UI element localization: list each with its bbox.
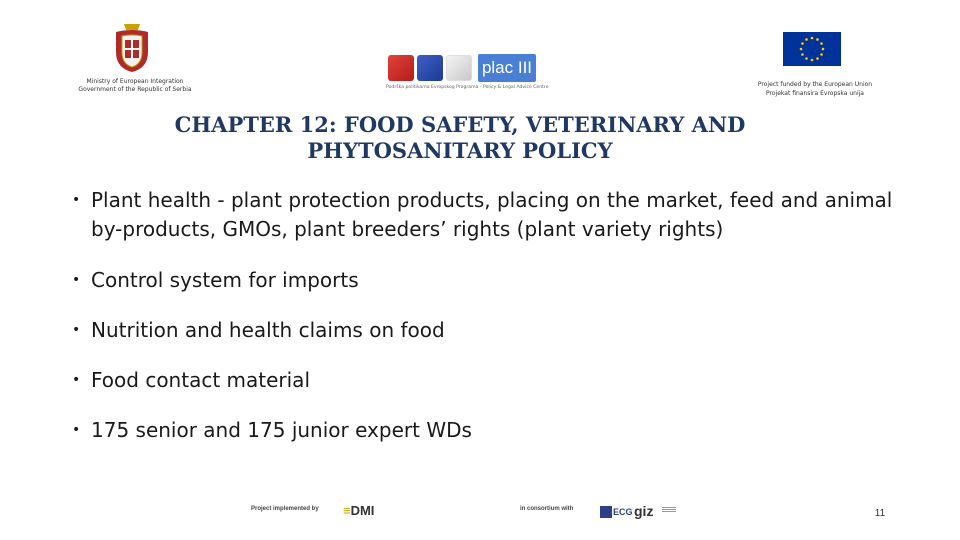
serbia-coat-of-arms-icon <box>112 22 152 74</box>
bullet-dot: • <box>72 422 81 438</box>
eu-line-2: Projekat finansira Evropska unija <box>766 90 864 97</box>
giz-logo: giz <box>634 503 654 519</box>
plac-logo <box>386 52 549 96</box>
bullet-list <box>70 186 910 445</box>
bullet-text: Plant health - plant protection products, placing on the market, feed and animal by-products, GMOs, plant breeders’ rights (plant variety rights) <box>91 188 893 241</box>
bullet-text: Nutrition and health claims on food <box>91 318 445 342</box>
plac-logo-grey-square <box>446 55 472 81</box>
bullet-item <box>70 316 910 345</box>
dmi-logo <box>343 503 374 518</box>
slide-title-line-2: PHYTOSANITARY POLICY <box>307 138 613 163</box>
eu-star-icon <box>800 48 803 51</box>
bullet-dot: • <box>72 192 81 208</box>
ecg-logo-mark <box>600 506 612 518</box>
eu-star-icon <box>811 37 814 40</box>
eu-star-icon <box>811 59 814 62</box>
eu-star-icon <box>822 48 825 51</box>
plac-logo-text: plac III <box>478 54 536 82</box>
bullet-dot: • <box>72 272 81 288</box>
eu-star-icon <box>801 53 804 56</box>
slide-title <box>100 112 820 164</box>
ecg-logo <box>600 506 633 518</box>
plac-logo-red-square <box>388 55 414 81</box>
giz-subtext-lines <box>662 507 676 515</box>
eu-star-icon <box>805 38 808 41</box>
page-number: 11 <box>874 508 886 519</box>
plac-logo-blue-square <box>417 55 443 81</box>
eu-star-icon <box>816 38 819 41</box>
eu-star-icon <box>820 42 823 45</box>
eu-star-icon <box>820 53 823 56</box>
eu-line-1: Project funded by the European Union <box>757 81 873 88</box>
bullet-item <box>70 416 910 445</box>
ecg-logo-text: ECG <box>613 507 633 517</box>
eu-funding-caption <box>740 80 890 98</box>
implemented-by-label: Project implemented by <box>251 506 319 512</box>
ministry-caption <box>60 78 210 94</box>
bullet-dot: • <box>72 372 81 388</box>
bullet-text: 175 senior and 175 junior expert WDs <box>91 418 472 442</box>
ministry-line-2: Government of the Republic of Serbia <box>78 86 192 93</box>
bullet-dot: • <box>72 322 81 338</box>
ministry-line-1: Ministry of European Integration <box>86 78 184 85</box>
bullet-text: Food contact material <box>91 368 310 392</box>
eu-star-icon <box>801 42 804 45</box>
bullet-text: Control system for imports <box>91 268 359 292</box>
dmi-logo-mark: ≡ <box>343 503 351 518</box>
consortium-label: in consortium with <box>520 506 574 512</box>
plac-tagline: Podrška politikama Evropskog Programa - Policy & Legal Advice Centre <box>386 85 549 90</box>
bullet-item <box>70 366 910 395</box>
dmi-logo-text: DMI <box>350 503 375 518</box>
bullet-item <box>70 266 910 295</box>
bullet-item <box>70 186 910 244</box>
eu-star-icon <box>805 57 808 60</box>
eu-star-icon <box>816 57 819 60</box>
eu-flag-icon <box>783 32 841 66</box>
slide-title-line-1: CHAPTER 12: FOOD SAFETY, VETERINARY AND <box>174 112 746 137</box>
